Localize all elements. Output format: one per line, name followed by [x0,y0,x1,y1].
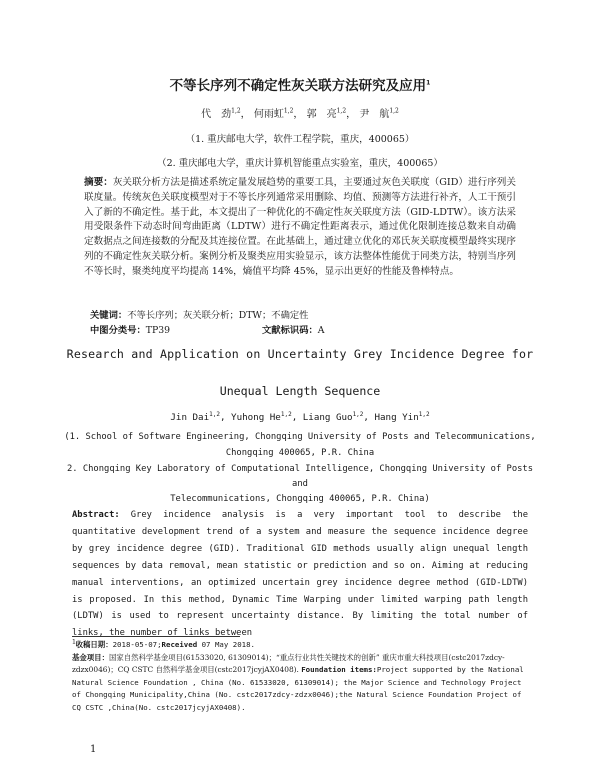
en-title-line-2: Unequal Length Sequence [219,384,381,398]
en-author: Yuhong He$^{1,2}$ [231,410,292,423]
cn-keywords: 关键词：不等长序列；灰关联分析；DTW；不确定性 [90,310,309,321]
en-abstract-text: Grey incidence analysis is a very important tool to describe the quantitative development trend of a system and measure the sequence incidence degree by grey incidence degree (GID). Traditional GID methods usually align unequal length sequences by data removal, mean statistic or prediction and so on. Aiming at reducing manual interventions, an optimized uncertain grey incidence degree method (GID-LDTW) is proposed. In this method, Dynamic Time Warping under limited warping path length (LDTW) is used to represent uncertainty distance. By limiting the total number of links, the number of links between [72,510,528,639]
en-affiliation-line: Chongqing 400065, P.R. China [225,448,375,458]
en-affiliation-line: Telecommunications, Chongqing 400065, P.R. China) [170,494,430,504]
cn-author: 何雨虹$^{1,2}$ [253,107,294,120]
en-author: Liang Guo$^{1,2}$ [302,410,364,423]
en-affiliation-line: and [292,479,308,489]
en-authors: Jin Dai$^{1,2}$, Yuhong He$^{1,2}$, Liang Guo$^{1,2}$, Hang Yin$^{1,2}$ [170,410,430,423]
en-affiliation-line: 2. Chongqing Key Laboratory of Computational Intelligence, Chongqing University of Posts [66,464,534,474]
cn-classification: 中图分类号：TP39 [90,325,171,336]
footnotes [72,639,532,715]
cn-authors: 代 劲$^{1,2}$， 何雨虹$^{1,2}$， 郭 亮$^{1,2}$， 尹 航$^{1,2}$ [201,107,399,120]
cn-author: 尹 航$^{1,2}$ [359,107,399,120]
cn-abstract-label: 摘要： [84,177,113,188]
en-author: Jin Dai$^{1,2}$ [170,410,220,423]
cn-abstract [84,176,516,280]
en-title-line-1: Research and Application on Uncertainty Grey Incidence Degree for [66,347,534,361]
cn-author: 代 劲$^{1,2}$ [201,107,241,120]
en-abstract-label: Abstract: [72,510,120,520]
en-abstract [72,507,528,642]
cn-affiliation-1: （1. 重庆邮电大学，软件工程学院，重庆，400065） [185,134,415,145]
cn-author: 郭 亮$^{1,2}$ [306,107,347,120]
cn-document-code: 文献标识码：A [262,325,325,336]
footnote-divider [72,636,240,637]
footnote-received: $^1$收稿日期：2018-05-07;Received 07 May 2018. [72,638,256,649]
cn-abstract-text: 灰关联分析方法是描述系统定量发展趋势的重要工具，主要通过灰色关联度（GID）进行序列关联度量。传统灰色关联度模型对于不等长序列通常采用删除、均值、预测等方法进行补齐，人工干预引入了新的不确定性。基于此，本文提出了一种优化的不确定性灰关联度方法（GID-LDTW）。该方法采用受限条件下动态时间弯曲距离（LDTW）进行不确定性距离表示，通过优化限制连接总数来自动确定数据点之间连接数的分配及其连接位置。在此基础上，通过建立优化的邓氏灰关联度模型最终实现序列的不确定性灰关联分析。案例分析及聚类应用实验显示，该方法整体性能优于同类方法，特别当序列不等长时，聚类纯度平均提高 14%，熵值平均降 45%，显示出更好的性能及鲁棒特点。 [84,177,516,277]
footnote-funding: 基金项目：国家自然科学基金项目(61533020, 61309014)；“重点行业共性关键技术的创新” 重庆市重大科技项目(cstc2017zdcy-zdzx0046)；CQ CSTC 自然科学基金项目(cstc2017jcyjAX0408). Foundation items:Project supported by the National Natural Science Foundation , China (No. 61533020, 61309014); the Major Science and Technology Project of Chongqing Municipality,China (No. cstc2017zdcy-zdzx0046);the Natural Science Foundation Project of CQ CSTC ,China(No. cstc2017jcyjAX0408). [72,652,524,712]
en-affiliation-line: (1. School of Software Engineering, Chongqing University of Posts and Telecommunications, [64,432,536,442]
cn-title: 不等长序列不确定性灰关联方法研究及应用$^1$ [169,78,431,94]
en-author: Hang Yin$^{1,2}$ [374,410,430,423]
cn-affiliation-2: （2. 重庆邮电大学，重庆计算机智能重点实验室，重庆，400065） [157,158,443,169]
page-number: 1 [90,744,97,755]
